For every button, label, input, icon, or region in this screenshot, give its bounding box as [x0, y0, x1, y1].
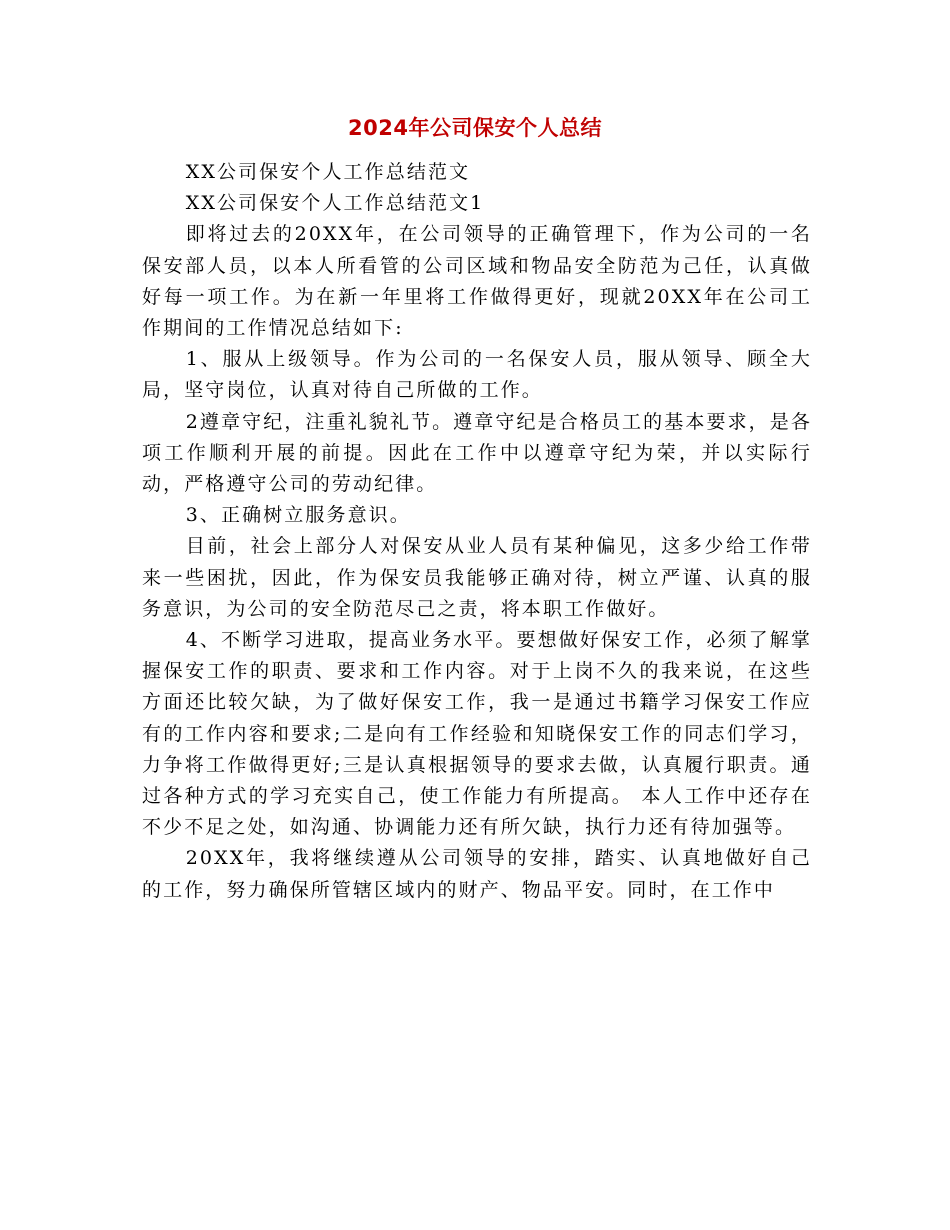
paragraph-point-1: 1、服从上级领导。作为公司的一名保安人员，服从领导、顾全大局，坚守岗位，认真对待自己所做的工作。	[142, 348, 812, 402]
paragraph-service: 目前，社会上部分人对保安从业人员有某种偏见，这多少给工作带来一些困扰，因此，作为保安员我能够正确对待，树立严谨、认真的服务意识，为公司的安全防范尽己之责，将本职工作做好。	[142, 535, 812, 620]
paragraph-heading-2: XX公司保安个人工作总结范文1	[185, 192, 485, 215]
paragraph-next-year: 20XX年，我将继续遵从公司领导的安排，踏实、认真地做好自己的工作，努力确保所管辖区域内的财产、物品平安。同时，在工作中	[142, 847, 812, 901]
document-body	[142, 157, 812, 906]
paragraph-heading-1: XX公司保安个人工作总结范文	[185, 161, 471, 183]
paragraph-point-4: 4、不断学习进取，提高业务水平。要想做好保安工作，必须了解掌握保安工作的职责、要求和工作内容。对于上岗不久的我来说，在这些方面还比较欠缺，为了做好保安工作，我一是通过书籍学习保安工作应有的工作内容和要求;二是向有工作经验和知晓保安工作的同志们学习，力争将工作做得更好;三是认真根据领导的要求去做，认真履行职责。通过各种方式的学习充实自己，使工作能力有所提高。 本人工作中还存在不少不足之处，如沟通、协调能力还有所欠缺，执行力还有待加强等。	[142, 629, 812, 839]
paragraph-point-3: 3、正确树立服务意识。	[185, 504, 411, 527]
document-title: 2024年公司保安个人总结	[348, 116, 602, 140]
paragraph-intro: 即将过去的20XX年，在公司领导的正确管理下，作为公司的一名保安部人员，以本人所看管的公司区域和物品安全防范为己任，认真做好每一项工作。为在新一年里将工作做得更好，现就20XX年在公司工作期间的工作情况总结如下:	[142, 223, 812, 340]
paragraph-point-2: 2遵章守纪，注重礼貌礼节。遵章守纪是合格员工的基本要求，是各项工作顺利开展的前提。因此在工作中以遵章守纪为荣，并以实际行动，严格遵守公司的劳动纪律。	[142, 410, 812, 496]
